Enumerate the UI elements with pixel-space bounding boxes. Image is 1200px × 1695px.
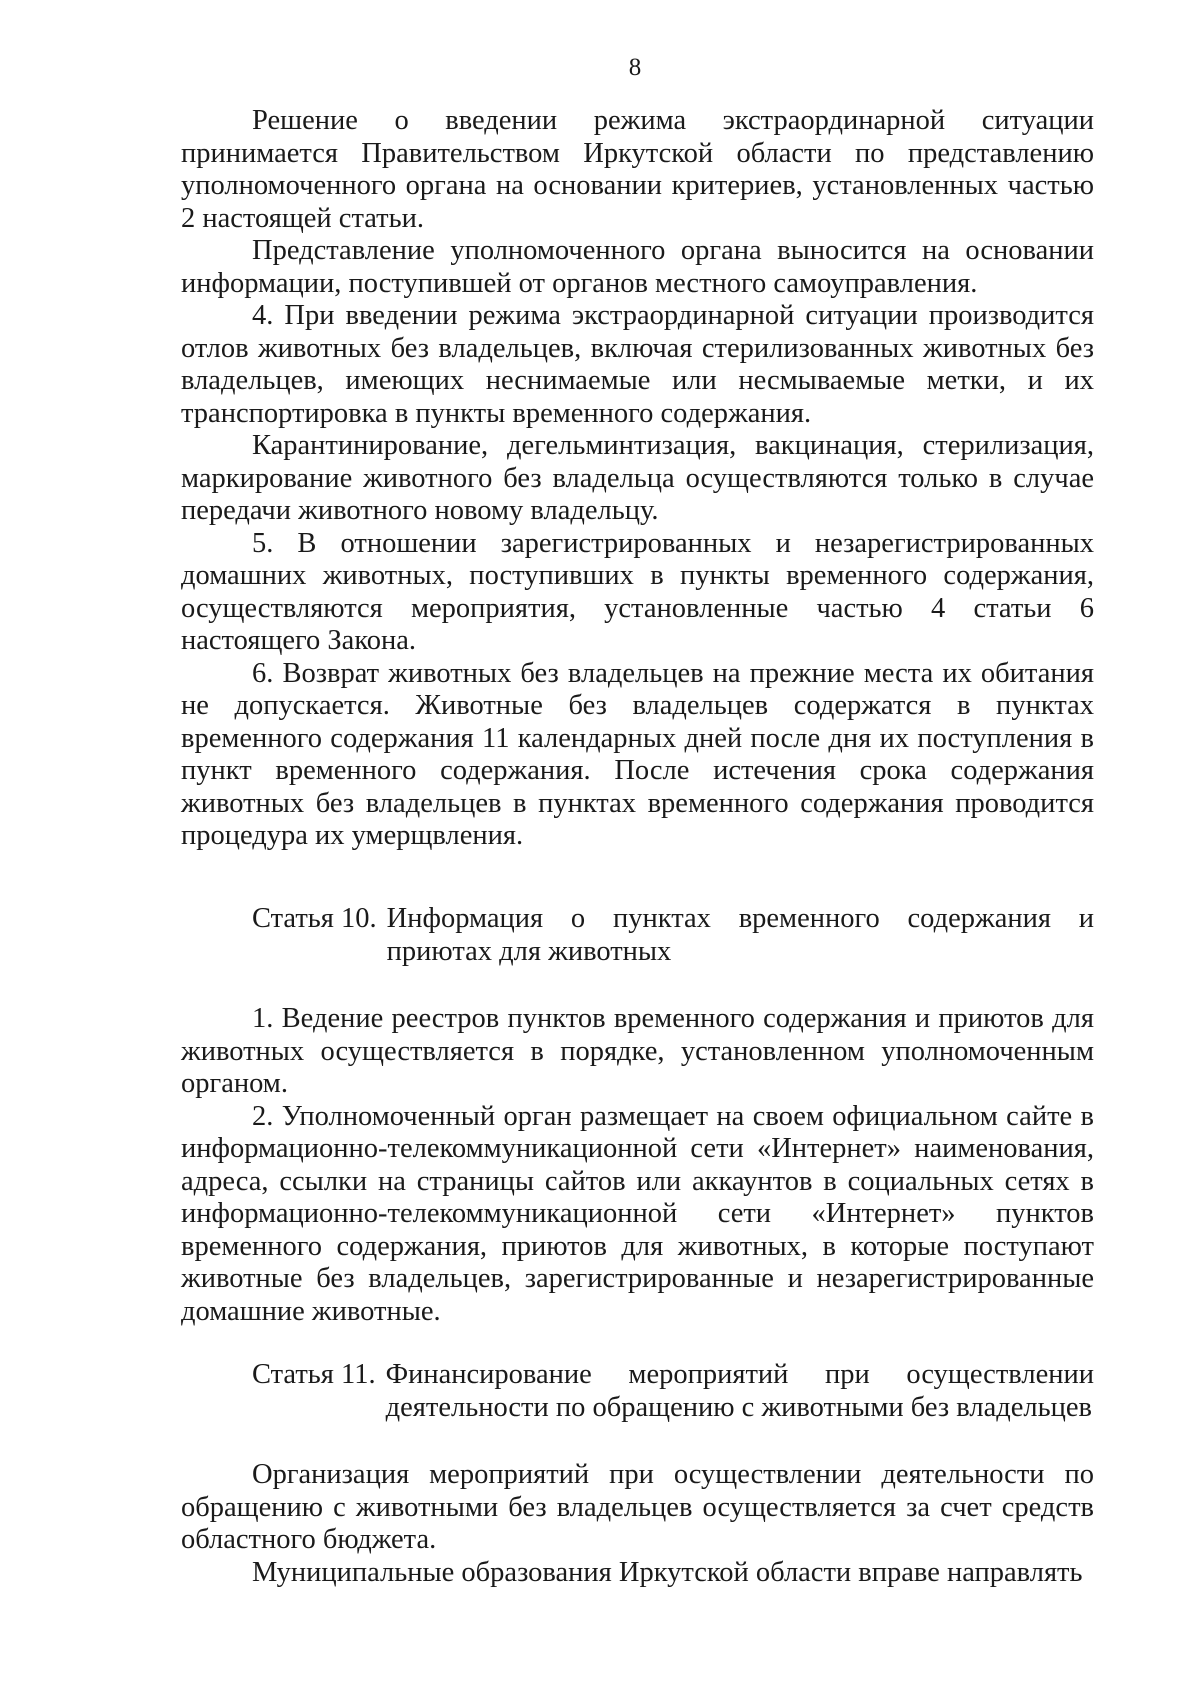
article-11-body bbox=[181, 1459, 1094, 1589]
article-10-heading bbox=[252, 903, 1094, 968]
article-11-title: Финансирование мероприятий при осуществлении деятельности по обращению с животными без владельцев bbox=[385, 1359, 1094, 1423]
paragraph: Решение о введении режима экстраординарной ситуации принимается Правительством Иркутской области по представлению уполномоченного органа на основании критериев, установленных частью 2 настоящей статьи. bbox=[181, 105, 1094, 234]
article-11-heading bbox=[252, 1359, 1094, 1424]
paragraph: Карантинирование, дегельминтизация, вакцинация, стерилизация, маркирование животного без владельца осуществляются только в случае передачи животного новому владельцу. bbox=[181, 430, 1094, 526]
page-number: 8 bbox=[628, 54, 642, 81]
paragraph: 5. В отношении зарегистрированных и незарегистрированных домашних животных, поступивших в пункты временного содержания, осуществляются мероприятия, установленные частью 4 статьи 6 настоящего Закона. bbox=[181, 527, 1094, 656]
paragraph: Муниципальные образования Иркутской области вправе направлять bbox=[252, 1556, 1083, 1588]
section-body-top bbox=[181, 105, 1094, 853]
article-10-label: Статья 10. bbox=[252, 903, 377, 934]
paragraph: 2. Уполномоченный орган размещает на своем официальном сайте в информационно-телекоммуникационной сети «Интернет» наименования, адреса, ссылки на страницы сайтов или аккаунтов в социальных сетях в информационно-телекоммуникационной сети «Интернет» пунктов временного содержания, приютов для животных, в которые поступают животные без владельцев, зарегистрированные и незарегистрированные домашние животные. bbox=[181, 1100, 1094, 1327]
paragraph: Представление уполномоченного органа выносится на основании информации, поступившей от органов местного самоуправления. bbox=[181, 235, 1094, 299]
article-11-label: Статья 11. bbox=[252, 1359, 376, 1390]
article-10-title: Информация о пунктах временного содержания и приютах для животных bbox=[386, 903, 1094, 967]
paragraph: 1. Ведение реестров пунктов временного содержания и приютов для животных осуществляется в порядке, установленном уполномоченным органом. bbox=[181, 1003, 1094, 1099]
paragraph: 4. При введении режима экстраординарной ситуации производится отлов животных без владельцев, включая стерилизованных животных без владельцев, имеющих неснимаемые или несмываемые метки, и их транспортировка в пункты временного содержания. bbox=[181, 300, 1094, 429]
article-10-body bbox=[181, 1003, 1094, 1328]
paragraph: 6. Возврат животных без владельцев на прежние места их обитания не допускается. Животные без владельцев содержатся в пунктах временного содержания 11 календарных дней после дня их поступления в пункт временного содержания. После истечения срока содержания животных без владельцев в пунктах временного содержания проводится процедура их умерщвления. bbox=[181, 657, 1094, 851]
paragraph: Организация мероприятий при осуществлении деятельности по обращению с животными без владельцев осуществляется за счет средств областного бюджета. bbox=[181, 1459, 1094, 1555]
